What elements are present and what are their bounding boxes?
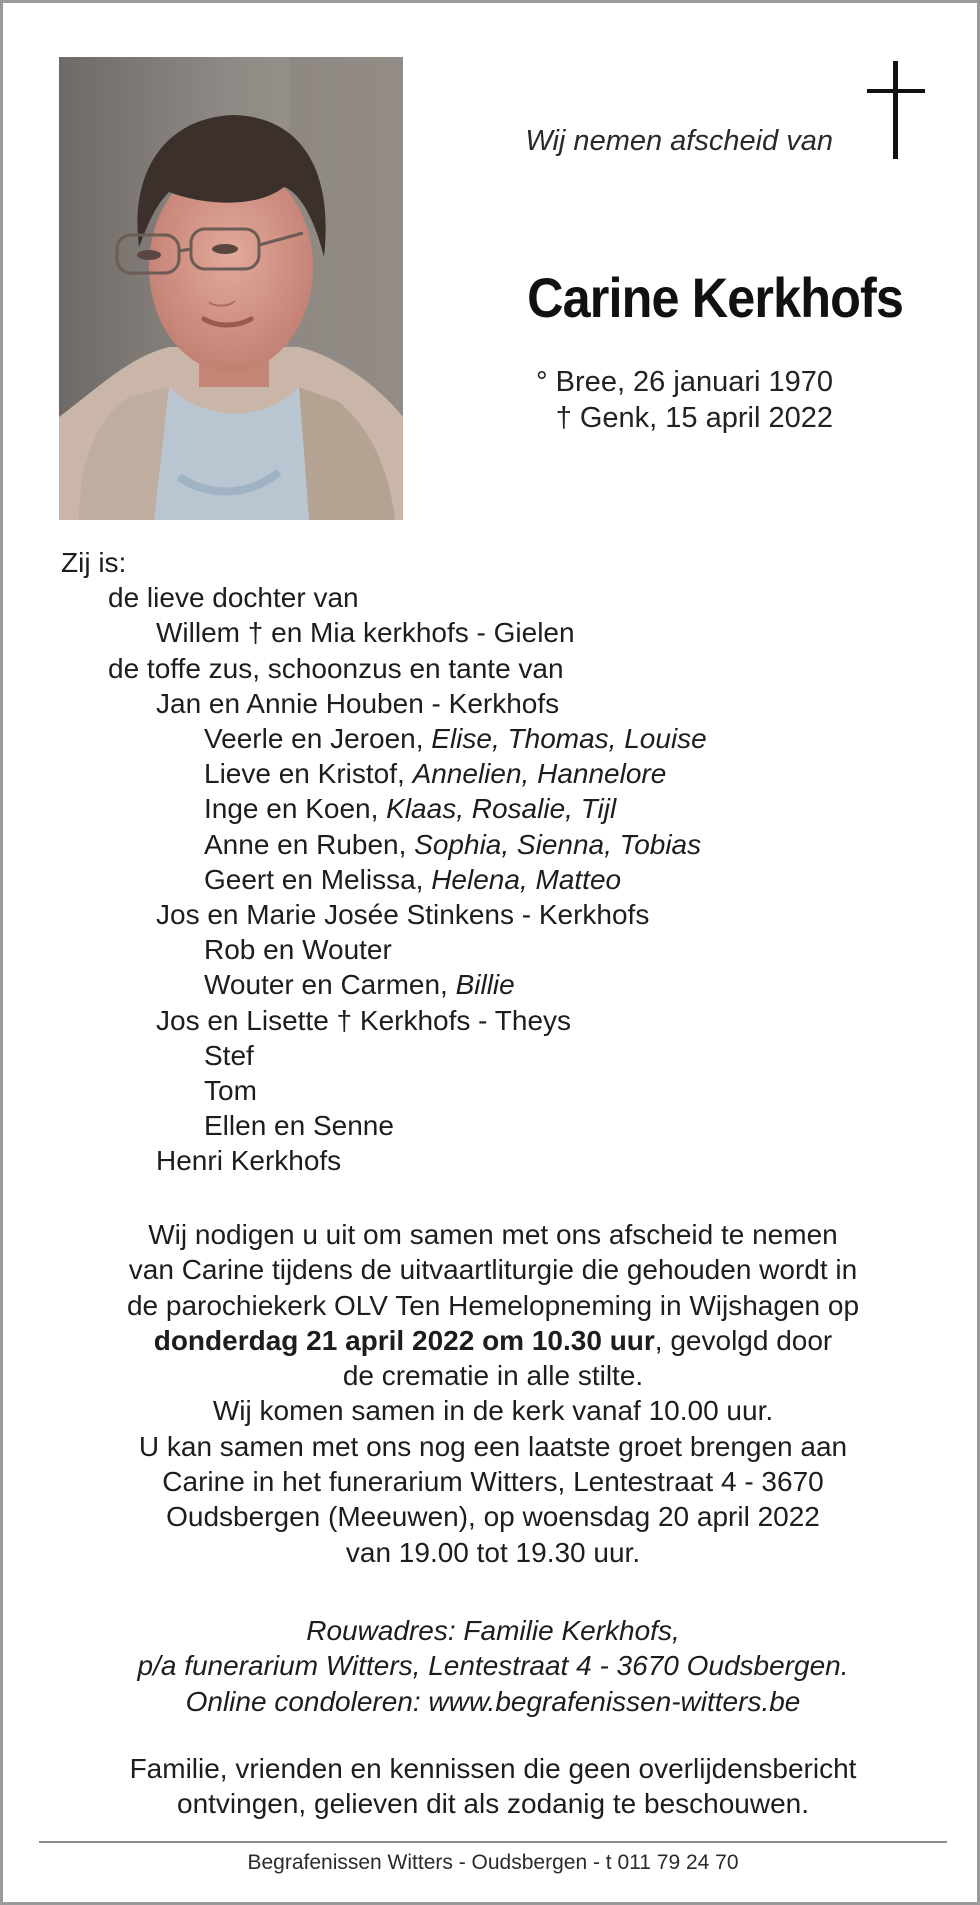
family-line-text: Jos en Marie Josée Stinkens - Kerkhofs xyxy=(156,899,650,931)
service-line: de parochiekerk OLV Ten Hemelopneming in Wijshagen op xyxy=(126,1289,860,1321)
family-line xyxy=(61,545,941,580)
footer-contact: Begrafenissen Witters - Oudsbergen - t 011 79 24 70 xyxy=(247,1851,739,1874)
family-line-text: Tom xyxy=(204,1075,257,1107)
service-line-rest: , gevolgd door xyxy=(654,1324,833,1356)
family-line-children: Billie xyxy=(455,969,515,1001)
family-line-text: Stef xyxy=(204,1039,254,1071)
family-line-children: Elise, Thomas, Louise xyxy=(431,723,707,755)
family-line-text: Zij is: xyxy=(61,547,127,578)
notice-text xyxy=(63,1751,923,1822)
intro-text: Wij nemen afscheid van xyxy=(525,125,833,157)
family-line xyxy=(61,862,941,897)
family-line xyxy=(61,967,941,1002)
service-line: Oudsbergen (Meeuwen), op woensdag 20 april 2022 xyxy=(166,1501,820,1533)
cross-icon xyxy=(867,61,925,161)
family-line-text: Rob en Wouter xyxy=(204,934,392,966)
family-line-text: Henri Kerkhofs xyxy=(156,1145,342,1177)
family-line xyxy=(61,897,941,932)
family-line xyxy=(61,580,941,615)
deceased-name: Carine Kerkhofs xyxy=(527,266,903,329)
family-line-children: Helena, Matteo xyxy=(431,863,622,895)
portrait-illustration xyxy=(59,57,403,520)
service-line: van Carine tijdens de uitvaartliturgie die gehouden wordt in xyxy=(128,1254,858,1286)
family-line xyxy=(61,791,941,826)
service-line: U kan samen met ons nog een laatste groet brengen aan xyxy=(138,1430,848,1462)
portrait-photo xyxy=(59,57,403,520)
address-line: p/a funerarium Witters, Lentestraat 4 - 3670 Oudsbergen. xyxy=(137,1650,849,1682)
family-line-text: Jos en Lisette † Kerkhofs - Theys xyxy=(156,1004,572,1036)
family-line xyxy=(61,651,941,686)
family-line xyxy=(61,1108,941,1143)
family-line-text: Ellen en Senne xyxy=(204,1110,394,1142)
family-line-text: Wouter en Carmen, xyxy=(204,969,456,1001)
family-line-children: Klaas, Rosalie, Tijl xyxy=(386,793,617,825)
family-line xyxy=(61,1073,941,1108)
service-line: Carine in het funerarium Witters, Lentestraat 4 - 3670 xyxy=(162,1466,824,1498)
family-line xyxy=(61,1038,941,1073)
family-line xyxy=(61,932,941,967)
family-line-children: Sophia, Sienna, Tobias xyxy=(414,828,702,860)
family-line xyxy=(61,1003,941,1038)
notice-line: Familie, vrienden en kennissen die geen overlijdensbericht xyxy=(129,1753,857,1784)
service-announcement xyxy=(63,1217,923,1570)
family-line xyxy=(61,1143,941,1178)
family-line-text: de lieve dochter van xyxy=(108,582,359,614)
condolence-link: Online condoleren: www.begrafenissen-witters.be xyxy=(185,1685,801,1717)
service-line: van 19.00 tot 19.30 uur. xyxy=(345,1536,641,1568)
mourning-address xyxy=(63,1613,923,1719)
family-line xyxy=(61,721,941,756)
family-line xyxy=(61,756,941,791)
birth-info: ° Bree, 26 januari 1970 xyxy=(536,366,833,398)
service-line: Wij komen samen in de kerk vanaf 10.00 uur. xyxy=(212,1395,774,1427)
service-line xyxy=(63,1323,923,1358)
family-line-text: Lieve en Kristof, xyxy=(204,758,413,790)
family-line-text: Willem † en Mia kerkhofs - Gielen xyxy=(156,617,575,649)
family-list xyxy=(61,545,941,1179)
family-line-children: Annelien, Hannelore xyxy=(412,758,667,790)
family-line xyxy=(61,827,941,862)
address-line: Rouwadres: Familie Kerkhofs, xyxy=(306,1615,680,1646)
service-line: Wij nodigen u uit om samen met ons afscheid te nemen xyxy=(148,1219,838,1250)
service-line: de crematie in alle stilte. xyxy=(342,1360,644,1392)
family-line-text: Veerle en Jeroen, xyxy=(204,723,432,755)
family-line-text: de toffe zus, schoonzus en tante van xyxy=(108,652,564,684)
family-line xyxy=(61,686,941,721)
family-line-text: Anne en Ruben, xyxy=(204,828,415,860)
notice-line: ontvingen, gelieven dit als zodanig te beschouwen. xyxy=(177,1788,809,1820)
family-line xyxy=(61,615,941,650)
death-info: † Genk, 15 april 2022 xyxy=(555,402,833,434)
family-line-text: Inge en Koen, xyxy=(204,793,387,825)
footer-divider xyxy=(39,1841,947,1843)
family-line-text: Jan en Annie Houben - Kerkhofs xyxy=(156,687,560,719)
family-line-text: Geert en Melissa, xyxy=(204,863,432,895)
service-date-time: donderdag 21 april 2022 om 10.30 uur xyxy=(153,1324,655,1356)
